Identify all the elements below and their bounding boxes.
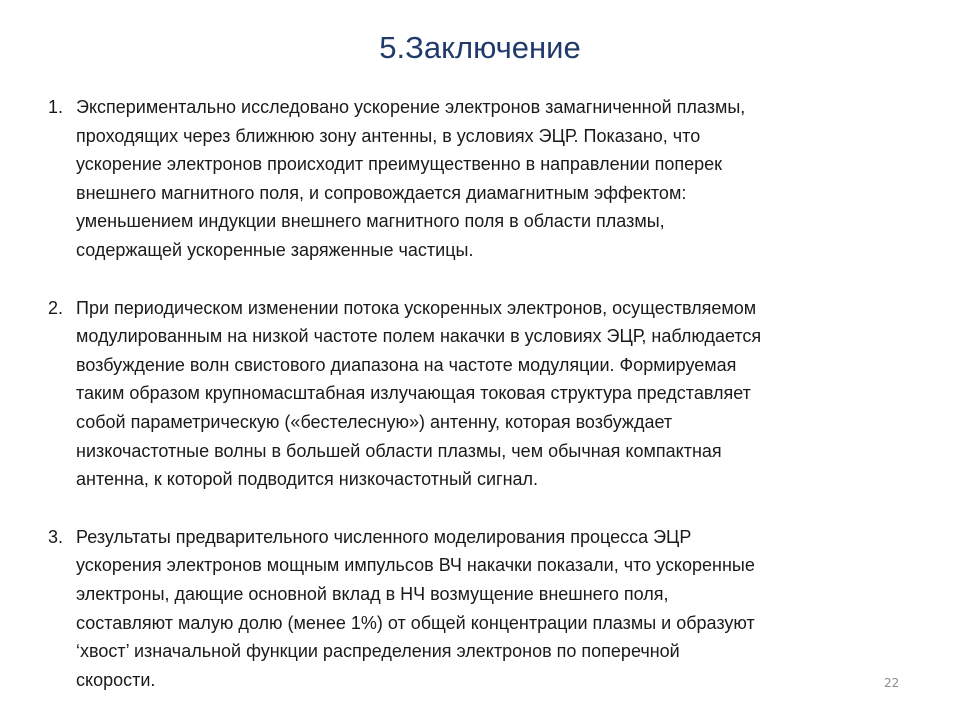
list-item-2 <box>48 294 918 494</box>
text-line: ускорение электронов происходит преимущественно в направлении поперек <box>76 154 723 175</box>
text-line: уменьшением индукции внешнего магнитного поля в области плазмы, <box>76 211 665 232</box>
text-line: составляют малую долю (менее 1%) от общей концентрации плазмы и образуют <box>76 612 755 633</box>
text-line: ‘хвост’ изначальной функции распределения электронов по поперечной <box>76 641 680 662</box>
page-number: 22 <box>884 676 900 690</box>
text-line: таким образом крупномасштабная излучающая токовая структура представляет <box>76 383 751 404</box>
text-line: проходящих через ближнюю зону антенны, в условиях ЭЦР. Показано, что <box>76 125 701 146</box>
text-line: электроны, дающие основной вклад в НЧ возмущение внешнего поля, <box>76 583 669 604</box>
conclusion-list <box>48 93 918 694</box>
text-line: внешнего магнитного поля, и сопровождается диамагнитным эффектом: <box>76 182 687 203</box>
text-line: Результаты предварительного численного моделирования процесса ЭЦР <box>76 526 692 547</box>
text-line: ускорения электронов мощным импульсов ВЧ накачки показали, что ускоренные <box>76 555 755 576</box>
list-item-number: 1. <box>48 97 64 117</box>
text-line: антенна, к которой подводится низкочастотный сигнал. <box>76 469 539 490</box>
text-line: скорости. <box>76 669 156 690</box>
text-line: возбуждение волн свистового диапазона на частоте модуляции. Формируемая <box>76 354 737 375</box>
text-line: модулированным на низкой частоте полем накачки в условиях ЭЦР, наблюдается <box>76 326 762 347</box>
text-line: собой параметрическую («бестелесную») антенну, которая возбуждает <box>76 411 673 432</box>
list-item-number: 3. <box>48 526 64 547</box>
text-line: Экспериментально исследовано ускорение электронов замагниченной плазмы, <box>76 97 746 117</box>
list-item-number: 2. <box>48 297 64 318</box>
list-item-1 <box>48 93 918 265</box>
text-line: содержащей ускоренные заряженные частицы. <box>76 239 474 260</box>
list-item-3 <box>48 523 918 695</box>
text-line: низкочастотные волны в большей области плазмы, чем обычная компактная <box>76 440 722 461</box>
slide-title: 5.Заключение <box>379 30 581 65</box>
text-line: При периодическом изменении потока ускоренных электронов, осуществляемом <box>76 297 757 318</box>
